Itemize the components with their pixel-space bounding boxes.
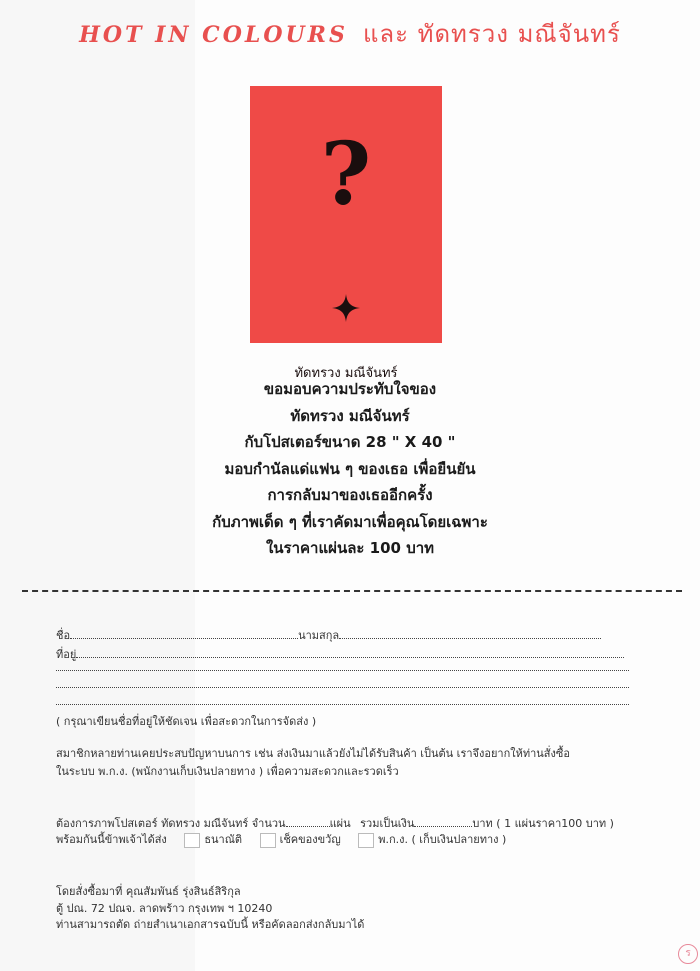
surname-label: นามสกุล xyxy=(298,629,340,642)
offer-line: มอบกำนัลแด่แฟน ๆ ของเธอ เพื่อยืนยัน xyxy=(224,459,476,478)
surname-field[interactable] xyxy=(339,628,601,639)
order-unit: แผ่น xyxy=(329,817,351,830)
money-order-checkbox[interactable] xyxy=(184,833,200,848)
cod-label: พ.ก.ง. ( เก็บเงินปลายทาง ) xyxy=(378,833,507,846)
offer-line: ขอมอบความประทับใจของ xyxy=(263,380,437,398)
gift-cheque-label: เช็คของขวัญ xyxy=(279,833,341,846)
poster-image xyxy=(250,86,442,381)
money-order-label: ธนาณัติ xyxy=(204,833,243,846)
offer-line: ในราคาแผ่นละ 100 บาท xyxy=(265,539,435,557)
title-english: HOT IN COLOURS xyxy=(79,22,348,48)
address-label: ที่อยู่ xyxy=(56,648,77,661)
corner-stamp-icon: ร xyxy=(678,944,698,964)
notice-line-1: สมาชิกหลายท่านเคยประสบปัญหาบนการ เช่น ส่งเงินมาแล้วยังไม่ได้รับสินค้า เป็นต้น เราจึงอยากให้ท่านสั่งซื้อ xyxy=(56,747,570,760)
address-field-line-3[interactable] xyxy=(56,687,629,688)
name-row xyxy=(56,626,601,644)
order-label: ต้องการภาพโปสเตอร์ ทัดทรวง มณีจันทร์ จำนวน xyxy=(56,817,286,830)
payment-row xyxy=(56,830,506,848)
offer-line: การกลับมาของเธออีกครั้ง xyxy=(267,486,433,504)
sparkle-icon xyxy=(332,294,360,322)
title-thai: และ ทัดทรวง มณีจันทร์ xyxy=(362,20,621,48)
gift-cheque-checkbox[interactable] xyxy=(260,833,276,848)
address-field[interactable] xyxy=(76,647,624,658)
address-row xyxy=(56,645,624,663)
address-field-line-4[interactable] xyxy=(56,704,629,705)
question-mark-icon: ? xyxy=(320,124,372,225)
cod-checkbox[interactable] xyxy=(358,833,374,848)
offer-text xyxy=(0,376,700,562)
order-baht: บาท ( 1 แผ่นราคา100 บาท ) xyxy=(472,817,614,830)
address-note: ( กรุณาเขียนชื่อที่อยู่ให้ชัดเจน เพื่อสะดวกในการจัดส่ง ) xyxy=(56,715,317,728)
total-amount-field[interactable] xyxy=(414,816,472,827)
quantity-field[interactable] xyxy=(286,816,330,827)
footer-line-2: ตู้ ปณ. 72 ปณจ. ลาดพร้าว กรุงเทพ ฯ 10240 xyxy=(56,902,273,915)
order-total-label: รวมเป็นเงิน xyxy=(360,817,415,830)
offer-line: กับโปสเตอร์ขนาด 28 " X 40 " xyxy=(244,433,456,451)
offer-line: กับภาพเด็ด ๆ ที่เราคัดมาเพื่อคุณโดยเฉพาะ xyxy=(212,512,488,531)
cut-line-divider xyxy=(22,590,682,592)
footer-line-3: ท่านสามารถตัด ถ่ายสำเนาเอกสารฉบับนี้ หรือคัดลอกส่งกลับมาได้ xyxy=(56,918,365,931)
notice-line-2: ในระบบ พ.ก.ง. (พนักงานเก็บเงินปลายทาง ) เพื่อความสะดวกและรวดเร็ว xyxy=(56,765,399,778)
offer-line: ทัดทรวง มณีจันทร์ xyxy=(290,406,410,425)
page-header xyxy=(0,14,700,53)
footer-line-1: โดยสั่งซื้อมาที่ คุณสัมพันธ์ รุ่งสินธ์สิริกุล xyxy=(56,885,241,898)
poster-artist-name: ทัดทรวง มณีจันทร์ xyxy=(294,366,398,381)
name-field[interactable] xyxy=(70,628,298,639)
name-label: ชื่อ xyxy=(56,629,71,642)
address-field-line-2[interactable] xyxy=(56,670,629,671)
payment-label: พร้อมกันนี้ข้าพเจ้าได้ส่ง xyxy=(56,833,167,846)
